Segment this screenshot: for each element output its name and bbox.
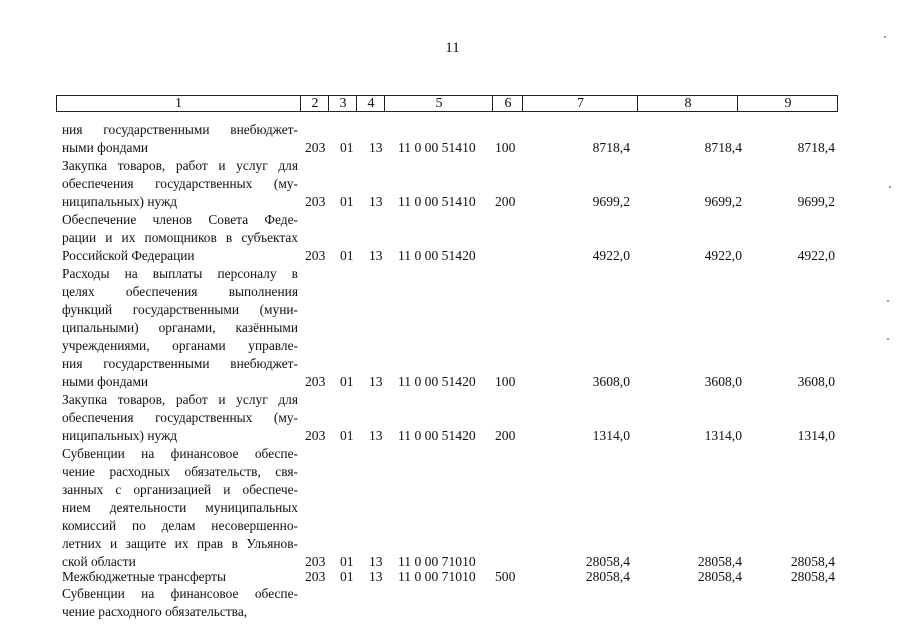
cell-year-3: 8718,4 (797, 140, 835, 155)
description-line: ниципальных) нужд (62, 428, 178, 443)
page-number: 11 (445, 40, 460, 56)
cell-year-2: 28058,4 (697, 569, 742, 584)
table-row (0, 265, 905, 391)
cell-year-3: 28058,4 (790, 554, 835, 569)
header-col-3: 3 (328, 96, 357, 111)
description-line: Обеспечение членов Совета Феде- (62, 212, 298, 227)
header-col-2: 2 (300, 96, 329, 111)
description-line: чение расходного обязательства, (62, 604, 248, 619)
table-row (0, 157, 905, 211)
description-line: ными фондами (62, 140, 149, 155)
cell-gl: 203 (305, 248, 326, 263)
description-line: Субвенции на финансовое обеспе- (62, 586, 298, 601)
cell-gl: 203 (305, 194, 326, 209)
cell-rz: 01 (340, 428, 354, 443)
cell-gl: 203 (305, 140, 326, 155)
description-line: обеспечения государственных (му- (62, 410, 298, 425)
description-line: летних и защите их прав в Ульянов- (62, 536, 298, 551)
description-line: Расходы на выплаты персоналу в (62, 266, 298, 281)
header-col-8: 8 (637, 96, 738, 111)
scan-speck (887, 338, 889, 340)
scan-speck (884, 36, 886, 38)
cell-year-1: 28058,4 (585, 569, 630, 584)
cell-rz: 01 (340, 374, 354, 389)
cell-year-1: 28058,4 (585, 554, 630, 569)
description-line: Закупка товаров, работ и услуг для (62, 392, 298, 407)
description-line: рации и их помощников в субъектах (62, 230, 298, 245)
description-line: обеспечения государственных (му- (62, 176, 298, 191)
header-col-4: 4 (356, 96, 385, 111)
cell-rz: 01 (340, 248, 354, 263)
cell-year-3: 1314,0 (797, 428, 835, 443)
cell-vr: 500 (495, 569, 516, 584)
row-description (62, 121, 298, 157)
row-description (62, 157, 298, 211)
description-line: занных с организацией и обеспече- (62, 482, 298, 497)
description-line: чение расходных обязательств, свя- (62, 464, 298, 479)
table-row (0, 121, 905, 157)
row-description (62, 211, 298, 265)
cell-year-2: 28058,4 (697, 554, 742, 569)
table-row (0, 445, 905, 571)
cell-csr: 11 0 00 51420 (398, 428, 476, 443)
cell-vr: 200 (495, 428, 516, 443)
cell-pr: 13 (369, 554, 383, 569)
table-row (0, 568, 905, 586)
cell-csr: 11 0 00 51410 (398, 194, 476, 209)
cell-gl: 203 (305, 554, 326, 569)
scan-speck (887, 300, 889, 302)
cell-csr: 11 0 00 51420 (398, 374, 476, 389)
cell-year-1: 1314,0 (592, 428, 630, 443)
description-line: ными фондами (62, 374, 149, 389)
cell-csr: 11 0 00 71010 (398, 569, 476, 584)
cell-pr: 13 (369, 569, 383, 584)
header-col-5: 5 (384, 96, 493, 111)
description-line: Закупка товаров, работ и услуг для (62, 158, 298, 173)
cell-year-3: 4922,0 (797, 248, 835, 263)
cell-pr: 13 (369, 140, 383, 155)
row-description (62, 391, 298, 445)
cell-csr: 11 0 00 71010 (398, 554, 476, 569)
cell-year-2: 9699,2 (704, 194, 742, 209)
row-description (62, 265, 298, 391)
cell-pr: 13 (369, 194, 383, 209)
cell-year-1: 8718,4 (592, 140, 630, 155)
scan-speck (889, 186, 891, 188)
cell-gl: 203 (305, 569, 326, 584)
cell-year-2: 8718,4 (704, 140, 742, 155)
cell-year-2: 1314,0 (704, 428, 742, 443)
cell-gl: 203 (305, 374, 326, 389)
cell-vr: 100 (495, 374, 516, 389)
description-line: ской области (62, 554, 136, 569)
description-line: комиссий по делам несовершенно- (62, 518, 298, 533)
description-line: целях обеспечения выполнения (62, 284, 298, 299)
cell-rz: 01 (340, 569, 354, 584)
table-row (0, 211, 905, 265)
row-description (62, 445, 298, 571)
cell-year-3: 3608,0 (797, 374, 835, 389)
cell-rz: 01 (340, 194, 354, 209)
cell-vr: 100 (495, 140, 516, 155)
row-description (62, 568, 298, 586)
cell-year-1: 3608,0 (592, 374, 630, 389)
header-col-6: 6 (492, 96, 523, 111)
row-description (62, 585, 298, 621)
cell-year-2: 4922,0 (704, 248, 742, 263)
description-line: ципальными) органами, казёнными (62, 320, 298, 335)
description-line: ния государственными внебюджет- (62, 122, 298, 137)
cell-year-3: 28058,4 (790, 569, 835, 584)
header-col-1: 1 (175, 96, 182, 111)
cell-year-1: 4922,0 (592, 248, 630, 263)
description-line: ния государственными внебюджет- (62, 356, 298, 371)
header-col-7: 7 (522, 96, 638, 111)
cell-rz: 01 (340, 140, 354, 155)
table-row (0, 585, 905, 621)
cell-pr: 13 (369, 374, 383, 389)
cell-year-3: 9699,2 (797, 194, 835, 209)
header-col-9: 9 (737, 96, 838, 111)
cell-vr: 200 (495, 194, 516, 209)
cell-csr: 11 0 00 51410 (398, 140, 476, 155)
cell-year-1: 9699,2 (592, 194, 630, 209)
cell-pr: 13 (369, 428, 383, 443)
cell-year-2: 3608,0 (704, 374, 742, 389)
table-row (0, 391, 905, 445)
description-line: Субвенции на финансовое обеспе- (62, 446, 298, 461)
cell-rz: 01 (340, 554, 354, 569)
cell-gl: 203 (305, 428, 326, 443)
description-line: ниципальных) нужд (62, 194, 178, 209)
description-line: Российской Федерации (62, 248, 195, 263)
cell-pr: 13 (369, 248, 383, 263)
description-line: функций государственными (муни- (62, 302, 298, 317)
cell-csr: 11 0 00 51420 (398, 248, 476, 263)
description-line: Межбюджетные трансферты (62, 569, 226, 584)
description-line: нием деятельности муниципальных (62, 500, 298, 515)
description-line: учреждениями, органами управле- (62, 338, 298, 353)
table-header (56, 95, 838, 112)
